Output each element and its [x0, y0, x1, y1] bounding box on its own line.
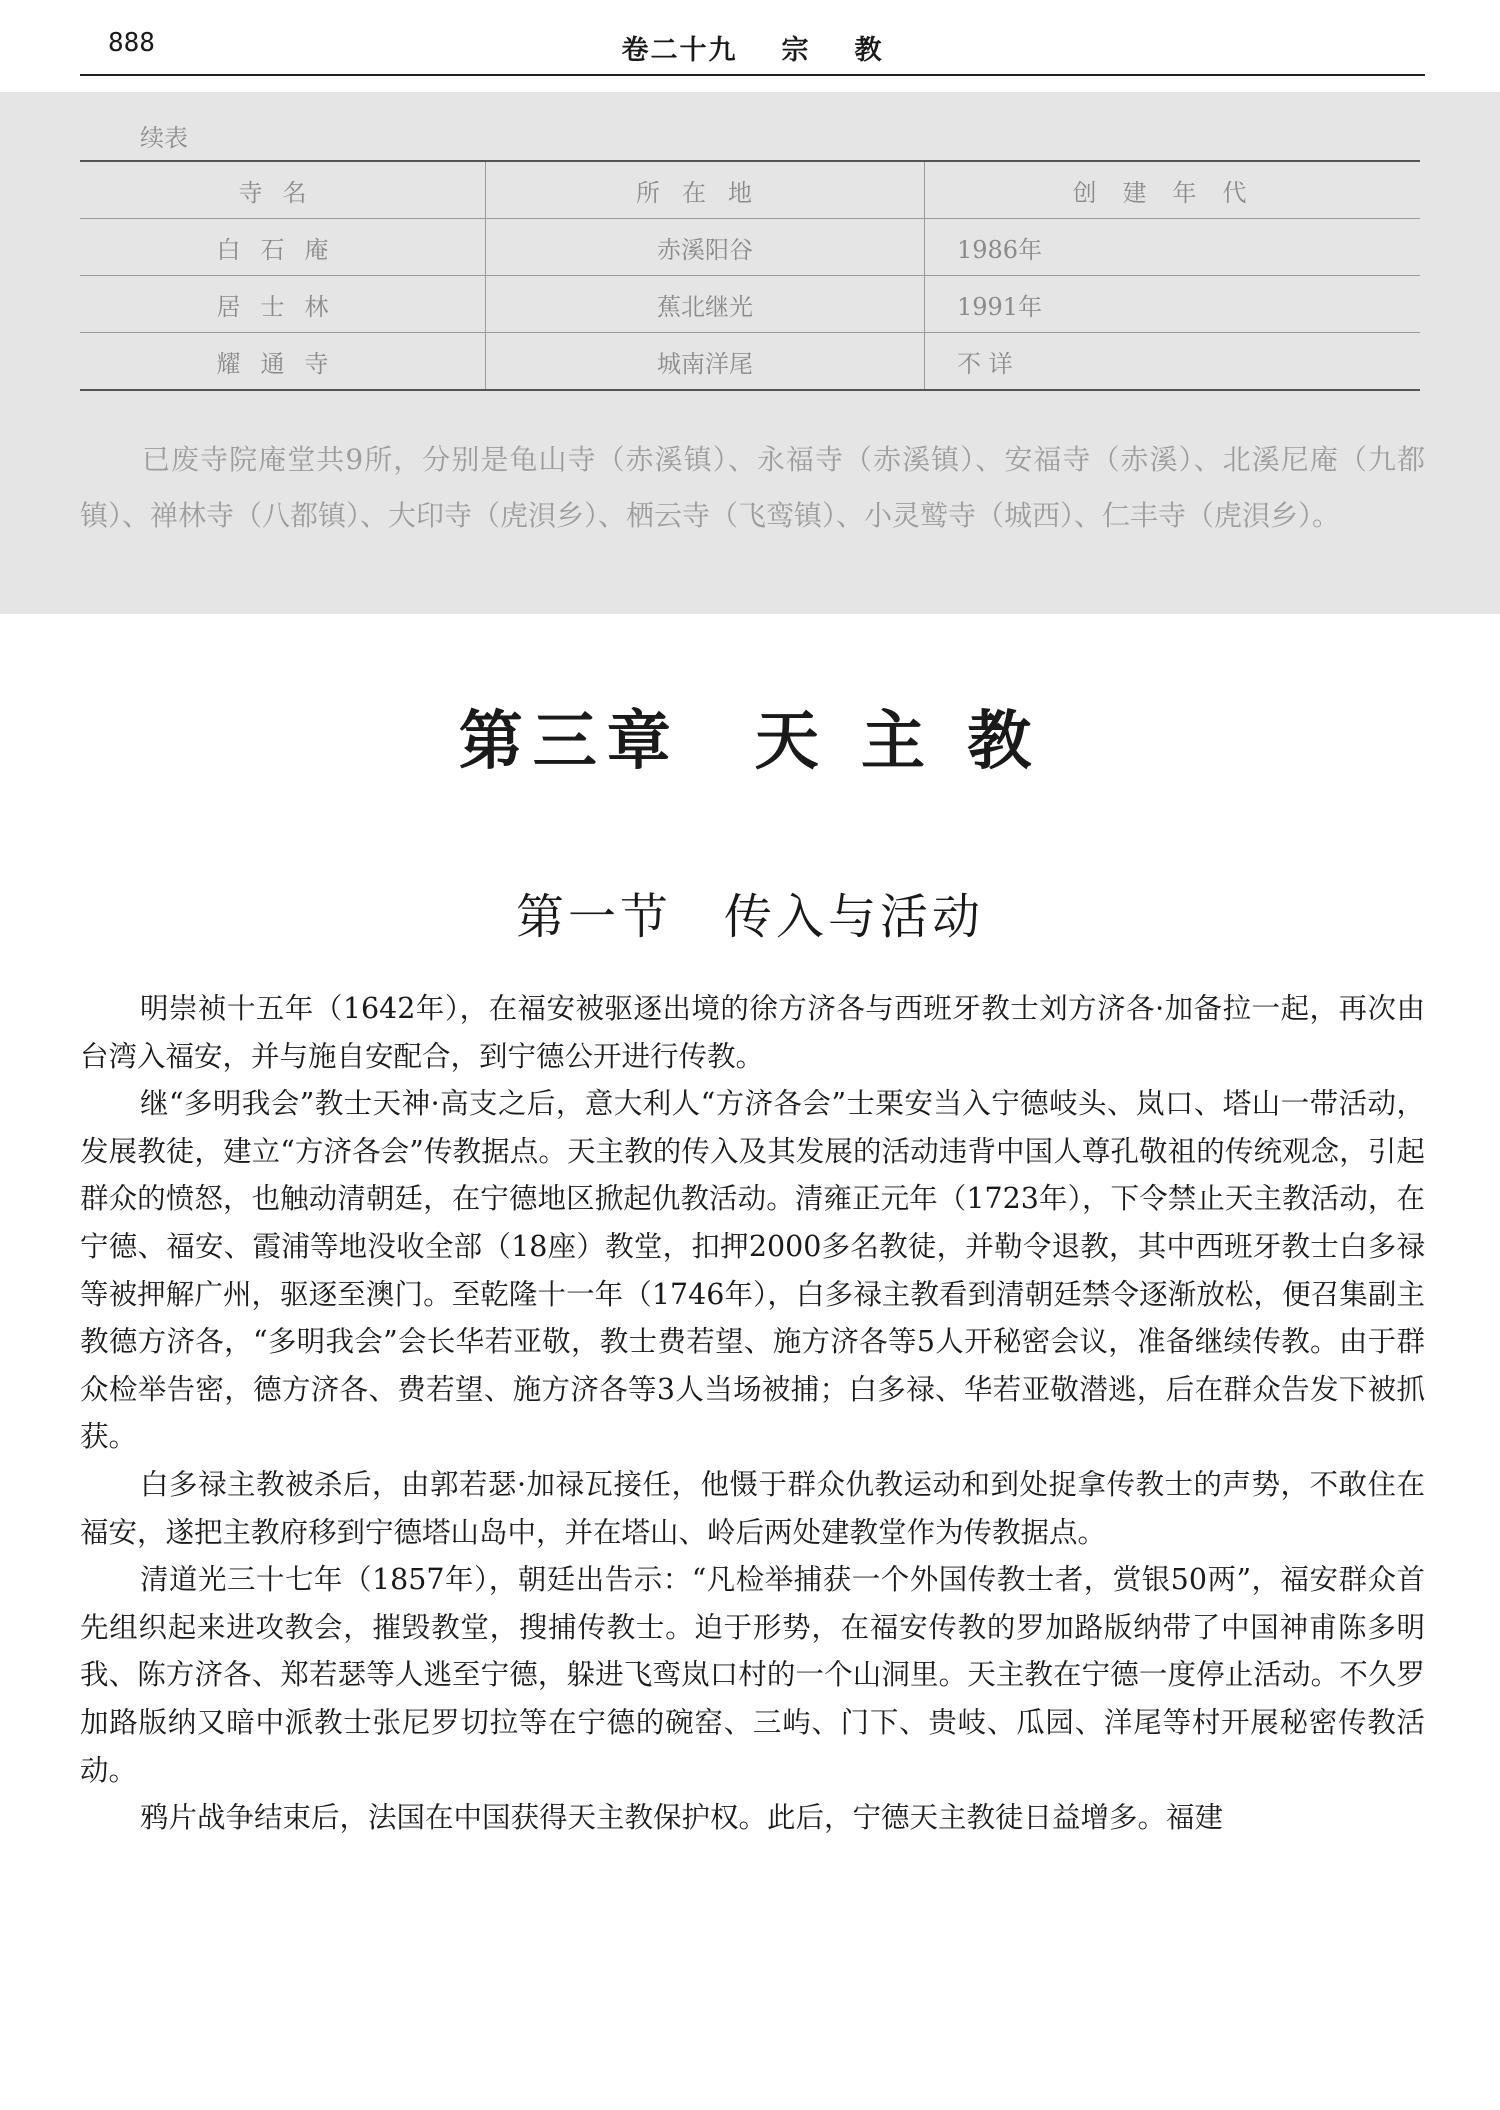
paragraph: 清道光三十七年（1857年），朝廷出告示：“凡检举捕获一个外国传教士者，赏银50两”，福安群众首先组织起来进攻教会，摧毁教堂，搜捕传教士。迫于形势，在福安传教的罗加路版纳带了中国神甫陈多明我、陈方济各、郑若瑟等人逃至宁德，躲进飞鸾岚口村的一个山洞里。天主教在宁德一度停止活动。不久罗加路版纳又暗中派教士张尼罗切拉等在宁德的碗窑、三屿、门下、贵岐、瓜园、洋尾等村开展秘密传教活动。 — [80, 1563, 1425, 1787]
table-row — [80, 333, 1420, 391]
temple-location: 赤溪阳谷 — [486, 219, 925, 276]
temple-table — [80, 160, 1420, 391]
temple-year: 不 详 — [925, 333, 1421, 391]
page-header — [80, 28, 1425, 78]
running-title-section: 宗 — [781, 35, 811, 66]
running-title-volume: 卷二十九 — [621, 35, 738, 66]
paragraph: 鸦片战争结束后，法国在中国获得天主教保护权。此后，宁德天主教徒日益增多。福建 — [140, 1801, 1224, 1835]
column-header-year: 创建年代 — [925, 161, 1421, 219]
table-row — [80, 276, 1420, 333]
continuation-label: 续表 — [140, 124, 188, 152]
running-title — [80, 28, 1425, 67]
abandoned-temples-note: 已废寺院庵堂共9所，分别是龟山寺（赤溪镇）、永福寺（赤溪镇）、安福寺（赤溪）、北溪尼庵（九都镇）、禅林寺（八都镇）、大印寺（虎浿乡）、栖云寺（飞鸾镇）、小灵鹫寺（城西）、仁丰寺（虎浿乡）。 — [80, 443, 1425, 532]
paragraph: 白多禄主教被杀后，由郭若瑟·加禄瓦接任，他慑于群众仇教运动和到处捉拿传教士的声势，不敢住在福安，遂把主教府移到宁德塔山岛中，并在塔山、岭后两处建教堂作为传教据点。 — [80, 1467, 1425, 1549]
section-title: 第一节 传入与活动 — [515, 889, 984, 945]
temple-location: 城南洋尾 — [486, 333, 925, 391]
paragraph: 继“多明我会”教士天神·高支之后，意大利人“方济各会”士栗安当入宁德岐头、岚口、塔山一带活动，发展教徒，建立“方济各会”传教据点。天主教的传入及其发展的活动违背中国人尊孔敬祖的传统观念，引起群众的愤怒，也触动清朝廷，在宁德地区掀起仇教活动。清雍正元年（1723年），下令禁止天主教活动，在宁德、福安、霞浦等地没收全部（18座）教堂，扣押2000多名教徒，并勒令退教，其中西班牙教士白多禄等被押解广州，驱逐至澳门。至乾隆十一年（1746年），白多禄主教看到清朝廷禁令逐渐放松，便召集副主教德方济各，“多明我会”会长华若亚敬，教士费若望、施方济各等5人开秘密会议，准备继续传教。由于群众检举告密，德方济各、费若望、施方济各等3人当场被捕；白多禄、华若亚敬潜逃，后在群众告发下被抓获。 — [80, 1087, 1425, 1454]
temple-name: 白石庵 — [80, 219, 486, 276]
running-title-section-2: 教 — [854, 35, 884, 66]
paragraph: 明崇祯十五年（1642年），在福安被驱逐出境的徐方济各与西班牙教士刘方济各·加备拉一起，再次由台湾入福安，并与施自安配合，到宁德公开进行传教。 — [80, 992, 1425, 1073]
chapter-title: 第三章 天 主 教 — [458, 705, 1042, 779]
temple-name: 居士林 — [80, 276, 486, 333]
temple-location: 蕉北继光 — [486, 276, 925, 333]
column-header-name: 寺名 — [80, 161, 486, 219]
temple-year: 1991年 — [925, 276, 1421, 333]
temple-name: 耀通寺 — [80, 333, 486, 391]
table-row — [80, 219, 1420, 276]
header-rule — [80, 74, 1425, 76]
body-text — [80, 985, 1425, 1842]
temple-year: 1986年 — [925, 219, 1421, 276]
column-header-location: 所在地 — [486, 161, 925, 219]
table-header-row — [80, 161, 1420, 219]
page-number: 888 — [108, 28, 155, 58]
